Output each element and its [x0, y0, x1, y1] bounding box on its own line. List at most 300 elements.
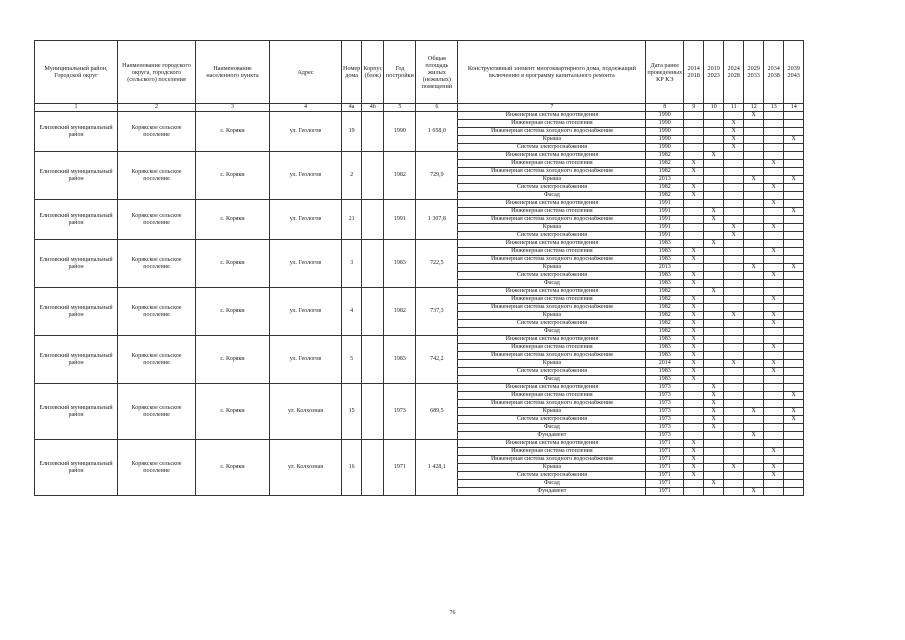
header-element: Конструктивный элемент многоквартирного дома, подлежащий включению в программу капитального ремонта	[458, 41, 646, 104]
period-mark-cell	[784, 472, 804, 480]
element-cell: Инженерная система отопления	[458, 448, 646, 456]
year-cell: 1982	[384, 152, 416, 200]
period-mark-cell	[704, 376, 724, 384]
locality-cell: с. Коряки	[196, 200, 270, 240]
period-mark-cell: X	[764, 200, 784, 208]
period-mark-cell	[764, 128, 784, 136]
period-mark-cell	[744, 248, 764, 256]
element-cell: Крыша	[458, 360, 646, 368]
period-mark-cell	[744, 192, 764, 200]
period-mark-cell: X	[764, 320, 784, 328]
period-mark-cell	[744, 416, 764, 424]
period-mark-cell	[764, 288, 784, 296]
period-mark-cell	[784, 248, 804, 256]
period-mark-cell	[684, 120, 704, 128]
period-mark-cell	[764, 432, 784, 440]
element-cell: Система электроснабжения	[458, 144, 646, 152]
period-mark-cell	[684, 112, 704, 120]
period-mark-cell	[784, 400, 804, 408]
period-mark-cell	[724, 208, 744, 216]
period-mark-cell: X	[704, 392, 724, 400]
period-mark-cell	[744, 472, 764, 480]
date-cell: 1971	[646, 448, 684, 456]
period-mark-cell	[704, 192, 724, 200]
element-cell: Фундамент	[458, 488, 646, 496]
locality-cell: с. Коряки	[196, 152, 270, 200]
period-mark-cell	[784, 120, 804, 128]
period-mark-cell: X	[684, 272, 704, 280]
period-mark-cell: X	[724, 144, 744, 152]
period-mark-cell	[764, 416, 784, 424]
date-cell: 1983	[646, 368, 684, 376]
period-mark-cell: X	[764, 248, 784, 256]
period-mark-cell	[784, 184, 804, 192]
element-cell: Инженерная система холодного водоснабжения	[458, 456, 646, 464]
element-cell: Крыша	[458, 224, 646, 232]
period-mark-cell	[684, 232, 704, 240]
period-mark-cell	[684, 400, 704, 408]
period-mark-cell	[724, 200, 744, 208]
period-mark-cell	[684, 416, 704, 424]
period-mark-cell: X	[764, 312, 784, 320]
date-cell: 1983	[646, 336, 684, 344]
building-cell	[362, 152, 384, 200]
period-mark-cell	[724, 328, 744, 336]
period-mark-cell	[784, 144, 804, 152]
column-number: 1	[35, 104, 118, 112]
period-mark-cell	[724, 112, 744, 120]
period-mark-cell	[744, 448, 764, 456]
period-mark-cell	[724, 352, 744, 360]
element-cell: Инженерная система водоотведения	[458, 288, 646, 296]
address-cell: ул. Геологов	[270, 112, 342, 152]
element-cell: Система электроснабжения	[458, 416, 646, 424]
capital-repair-table	[34, 40, 804, 496]
date-cell: 1991	[646, 224, 684, 232]
period-mark-cell: X	[724, 232, 744, 240]
date-cell: 1982	[646, 160, 684, 168]
date-cell: 1991	[646, 232, 684, 240]
period-mark-cell	[784, 112, 804, 120]
area-cell: 737,3	[416, 288, 458, 336]
period-mark-cell: X	[784, 208, 804, 216]
period-mark-cell: X	[744, 176, 764, 184]
period-mark-cell	[784, 304, 804, 312]
date-cell: 1990	[646, 144, 684, 152]
period-mark-cell: X	[684, 296, 704, 304]
period-mark-cell: X	[684, 248, 704, 256]
district-cell: Елизовский муниципальный район	[35, 112, 118, 152]
building-cell	[362, 336, 384, 384]
period-mark-cell	[744, 424, 764, 432]
period-mark-cell: X	[764, 472, 784, 480]
date-cell: 1982	[646, 328, 684, 336]
element-cell: Инженерная система водоотведения	[458, 152, 646, 160]
period-mark-cell	[684, 384, 704, 392]
year-cell: 1991	[384, 200, 416, 240]
date-cell: 1991	[646, 200, 684, 208]
period-mark-cell	[724, 344, 744, 352]
column-number: 10	[704, 104, 724, 112]
table-row	[35, 440, 804, 448]
period-mark-cell	[704, 320, 724, 328]
locality-cell: с. Коряки	[196, 384, 270, 440]
locality-cell: с. Коряки	[196, 240, 270, 288]
period-mark-cell	[724, 264, 744, 272]
period-mark-cell	[764, 136, 784, 144]
period-mark-cell	[784, 424, 804, 432]
period-mark-cell	[704, 136, 724, 144]
period-mark-cell	[724, 400, 744, 408]
period-mark-cell: X	[724, 464, 744, 472]
period-mark-cell	[704, 184, 724, 192]
period-mark-cell	[784, 160, 804, 168]
period-mark-cell	[744, 400, 764, 408]
period-mark-cell	[744, 232, 764, 240]
address-cell: ул. Геологов	[270, 240, 342, 288]
period-mark-cell	[704, 488, 724, 496]
house-number-cell: 5	[342, 336, 362, 384]
period-mark-cell: X	[764, 448, 784, 456]
period-mark-cell	[744, 376, 764, 384]
table-row	[35, 112, 804, 120]
period-mark-cell	[764, 488, 784, 496]
period-mark-cell: X	[744, 264, 764, 272]
header-year: Год постройки	[384, 41, 416, 104]
period-mark-cell: X	[704, 208, 724, 216]
element-cell: Крыша	[458, 176, 646, 184]
period-mark-cell	[684, 424, 704, 432]
period-mark-cell	[704, 272, 724, 280]
date-cell: 1971	[646, 440, 684, 448]
locality-cell: с. Коряки	[196, 288, 270, 336]
date-cell: 1990	[646, 128, 684, 136]
period-mark-cell	[724, 440, 744, 448]
period-mark-cell: X	[684, 312, 704, 320]
period-mark-cell	[684, 152, 704, 160]
period-mark-cell	[704, 456, 724, 464]
period-mark-cell: X	[784, 408, 804, 416]
header-period-1: 2014 2018	[684, 41, 704, 104]
period-mark-cell: X	[704, 424, 724, 432]
period-mark-cell: X	[784, 392, 804, 400]
date-cell: 1971	[646, 472, 684, 480]
period-mark-cell	[784, 168, 804, 176]
element-cell: Крыша	[458, 408, 646, 416]
year-cell: 1990	[384, 112, 416, 152]
period-mark-cell	[724, 272, 744, 280]
district-cell: Елизовский муниципальный район	[35, 440, 118, 496]
table-row	[35, 240, 804, 248]
period-mark-cell: X	[684, 256, 704, 264]
district-cell: Елизовский муниципальный район	[35, 240, 118, 288]
address-cell: ул. Геологов	[270, 200, 342, 240]
address-cell: ул. Геологов	[270, 152, 342, 200]
period-mark-cell	[744, 328, 764, 336]
column-number: 5	[384, 104, 416, 112]
period-mark-cell: X	[704, 416, 724, 424]
period-mark-cell	[764, 152, 784, 160]
element-cell: Система электроснабжения	[458, 472, 646, 480]
element-cell: Система электроснабжения	[458, 232, 646, 240]
period-mark-cell: X	[784, 136, 804, 144]
period-mark-cell: X	[684, 344, 704, 352]
period-mark-cell	[744, 120, 764, 128]
area-cell: 729,9	[416, 152, 458, 200]
period-mark-cell	[724, 456, 744, 464]
element-cell: Крыша	[458, 264, 646, 272]
element-cell: Инженерная система холодного водоснабжения	[458, 352, 646, 360]
table-row	[35, 200, 804, 208]
period-mark-cell	[704, 296, 724, 304]
date-cell: 1983	[646, 240, 684, 248]
period-mark-cell: X	[764, 296, 784, 304]
address-cell: ул. Геологов	[270, 288, 342, 336]
element-cell: Крыша	[458, 312, 646, 320]
date-cell: 1983	[646, 344, 684, 352]
period-mark-cell	[784, 464, 804, 472]
table-row	[35, 384, 804, 392]
column-number: 13	[764, 104, 784, 112]
header-period-3: 2024 2028	[724, 41, 744, 104]
period-mark-cell	[784, 288, 804, 296]
period-mark-cell	[724, 368, 744, 376]
period-mark-cell	[724, 168, 744, 176]
period-mark-cell	[724, 336, 744, 344]
element-cell: Инженерная система водоотведения	[458, 112, 646, 120]
period-mark-cell	[724, 432, 744, 440]
page-number: 76	[449, 610, 456, 616]
column-number: 4	[270, 104, 342, 112]
period-mark-cell	[724, 392, 744, 400]
period-mark-cell	[744, 256, 764, 264]
period-mark-cell: X	[684, 328, 704, 336]
house-number-cell: 16	[342, 440, 362, 496]
period-mark-cell: X	[684, 440, 704, 448]
element-cell: Инженерная система отопления	[458, 344, 646, 352]
date-cell: 1982	[646, 312, 684, 320]
period-mark-cell	[724, 480, 744, 488]
period-mark-cell	[784, 240, 804, 248]
address-cell: ул. Колхозная	[270, 384, 342, 440]
header-settlement: Наименование городского округа, городского (сельского) поселения	[118, 41, 196, 104]
period-mark-cell	[744, 144, 764, 152]
period-mark-cell	[724, 304, 744, 312]
header-locality: Наименование населенного пункта	[196, 41, 270, 104]
area-cell: 1 307,8	[416, 200, 458, 240]
date-cell: 1990	[646, 120, 684, 128]
period-mark-cell	[704, 264, 724, 272]
period-mark-cell	[704, 280, 724, 288]
period-mark-cell	[724, 408, 744, 416]
period-mark-cell	[744, 464, 764, 472]
period-mark-cell	[764, 112, 784, 120]
period-mark-cell	[764, 120, 784, 128]
period-mark-cell	[744, 208, 764, 216]
period-mark-cell	[704, 328, 724, 336]
period-mark-cell	[764, 264, 784, 272]
period-mark-cell	[744, 440, 764, 448]
element-cell: Инженерная система холодного водоснабжения	[458, 216, 646, 224]
period-mark-cell	[724, 296, 744, 304]
settlement-cell: Корякское сельское поселение	[118, 200, 196, 240]
period-mark-cell	[704, 312, 724, 320]
building-cell	[362, 384, 384, 440]
period-mark-cell	[764, 216, 784, 224]
period-mark-cell	[784, 376, 804, 384]
district-cell: Елизовский муниципальный район	[35, 152, 118, 200]
house-number-cell: 15	[342, 384, 362, 440]
column-number: 2	[118, 104, 196, 112]
settlement-cell: Корякское сельское поселение	[118, 112, 196, 152]
period-mark-cell	[744, 216, 764, 224]
period-mark-cell	[684, 432, 704, 440]
period-mark-cell: X	[704, 216, 724, 224]
element-cell: Инженерная система холодного водоснабжения	[458, 128, 646, 136]
element-cell: Крыша	[458, 136, 646, 144]
period-mark-cell: X	[684, 368, 704, 376]
period-mark-cell: X	[764, 272, 784, 280]
period-mark-cell	[784, 368, 804, 376]
element-cell: Инженерная система отопления	[458, 296, 646, 304]
element-cell: Фасад	[458, 480, 646, 488]
period-mark-cell	[704, 256, 724, 264]
period-mark-cell	[744, 304, 764, 312]
period-mark-cell	[704, 112, 724, 120]
element-cell: Инженерная система отопления	[458, 208, 646, 216]
header-date-kr: Дата ранее проведенных КР КЭ	[646, 41, 684, 104]
period-mark-cell	[704, 232, 724, 240]
period-mark-cell	[684, 288, 704, 296]
period-mark-cell: X	[704, 480, 724, 488]
period-mark-cell	[784, 312, 804, 320]
settlement-cell: Корякское сельское поселение	[118, 336, 196, 384]
period-mark-cell	[704, 344, 724, 352]
period-mark-cell: X	[684, 360, 704, 368]
period-mark-cell	[744, 128, 764, 136]
period-mark-cell: X	[684, 280, 704, 288]
building-cell	[362, 288, 384, 336]
period-mark-cell	[784, 256, 804, 264]
date-cell: 1983	[646, 376, 684, 384]
date-cell: 1971	[646, 480, 684, 488]
date-cell: 1971	[646, 488, 684, 496]
period-mark-cell	[784, 384, 804, 392]
period-mark-cell	[704, 336, 724, 344]
period-mark-cell	[704, 176, 724, 184]
period-mark-cell	[784, 352, 804, 360]
district-cell: Елизовский муниципальный район	[35, 200, 118, 240]
period-mark-cell	[684, 392, 704, 400]
period-mark-cell	[784, 192, 804, 200]
date-cell: 1973	[646, 384, 684, 392]
period-mark-cell: X	[724, 120, 744, 128]
column-number: 8	[646, 104, 684, 112]
period-mark-cell	[764, 392, 784, 400]
header-period-6: 2039 2043	[784, 41, 804, 104]
element-cell: Инженерная система водоотведения	[458, 336, 646, 344]
period-mark-cell	[764, 424, 784, 432]
period-mark-cell	[724, 488, 744, 496]
date-cell: 2013	[646, 264, 684, 272]
period-mark-cell: X	[684, 464, 704, 472]
period-mark-cell: X	[684, 456, 704, 464]
period-mark-cell	[764, 256, 784, 264]
table-row	[35, 152, 804, 160]
period-mark-cell	[724, 216, 744, 224]
period-mark-cell: X	[744, 488, 764, 496]
date-cell: 1973	[646, 416, 684, 424]
date-cell: 1982	[646, 184, 684, 192]
period-mark-cell	[724, 192, 744, 200]
element-cell: Система электроснабжения	[458, 184, 646, 192]
year-cell: 1982	[384, 288, 416, 336]
period-mark-cell: X	[684, 352, 704, 360]
period-mark-cell: X	[704, 384, 724, 392]
period-mark-cell	[764, 192, 784, 200]
period-mark-cell	[704, 432, 724, 440]
house-number-cell: 19	[342, 112, 362, 152]
date-cell: 1971	[646, 464, 684, 472]
period-mark-cell: X	[684, 448, 704, 456]
date-cell: 1982	[646, 288, 684, 296]
period-mark-cell	[724, 280, 744, 288]
period-mark-cell	[684, 264, 704, 272]
element-cell: Инженерная система отопления	[458, 120, 646, 128]
building-cell	[362, 440, 384, 496]
house-number-cell: 3	[342, 240, 362, 288]
period-mark-cell	[744, 168, 764, 176]
period-mark-cell	[764, 208, 784, 216]
period-mark-cell	[744, 480, 764, 488]
element-cell: Инженерная система водоотведения	[458, 440, 646, 448]
period-mark-cell	[684, 200, 704, 208]
element-cell: Система электроснабжения	[458, 320, 646, 328]
period-mark-cell	[684, 408, 704, 416]
period-mark-cell: X	[724, 360, 744, 368]
period-mark-cell: X	[684, 192, 704, 200]
area-cell: 722,5	[416, 240, 458, 288]
locality-cell: с. Коряки	[196, 336, 270, 384]
period-mark-cell	[784, 128, 804, 136]
period-mark-cell	[704, 224, 724, 232]
period-mark-cell	[764, 384, 784, 392]
settlement-cell: Корякское сельское поселение	[118, 152, 196, 200]
period-mark-cell	[704, 448, 724, 456]
period-mark-cell	[704, 464, 724, 472]
element-cell: Инженерная система холодного водоснабжения	[458, 168, 646, 176]
period-mark-cell	[724, 240, 744, 248]
period-mark-cell	[724, 384, 744, 392]
header-period-4: 2029 2033	[744, 41, 764, 104]
element-cell: Система электроснабжения	[458, 272, 646, 280]
period-mark-cell	[744, 384, 764, 392]
element-cell: Крыша	[458, 464, 646, 472]
column-number: 14	[784, 104, 804, 112]
period-mark-cell	[764, 328, 784, 336]
period-mark-cell	[744, 456, 764, 464]
period-mark-cell	[784, 328, 804, 336]
period-mark-cell	[744, 336, 764, 344]
period-mark-cell	[744, 136, 764, 144]
period-mark-cell	[724, 424, 744, 432]
period-mark-cell: X	[784, 416, 804, 424]
period-mark-cell	[744, 296, 764, 304]
date-cell: 1982	[646, 296, 684, 304]
column-number: 3	[196, 104, 270, 112]
header-building: Корпус (блок)	[362, 41, 384, 104]
period-mark-cell: X	[684, 184, 704, 192]
